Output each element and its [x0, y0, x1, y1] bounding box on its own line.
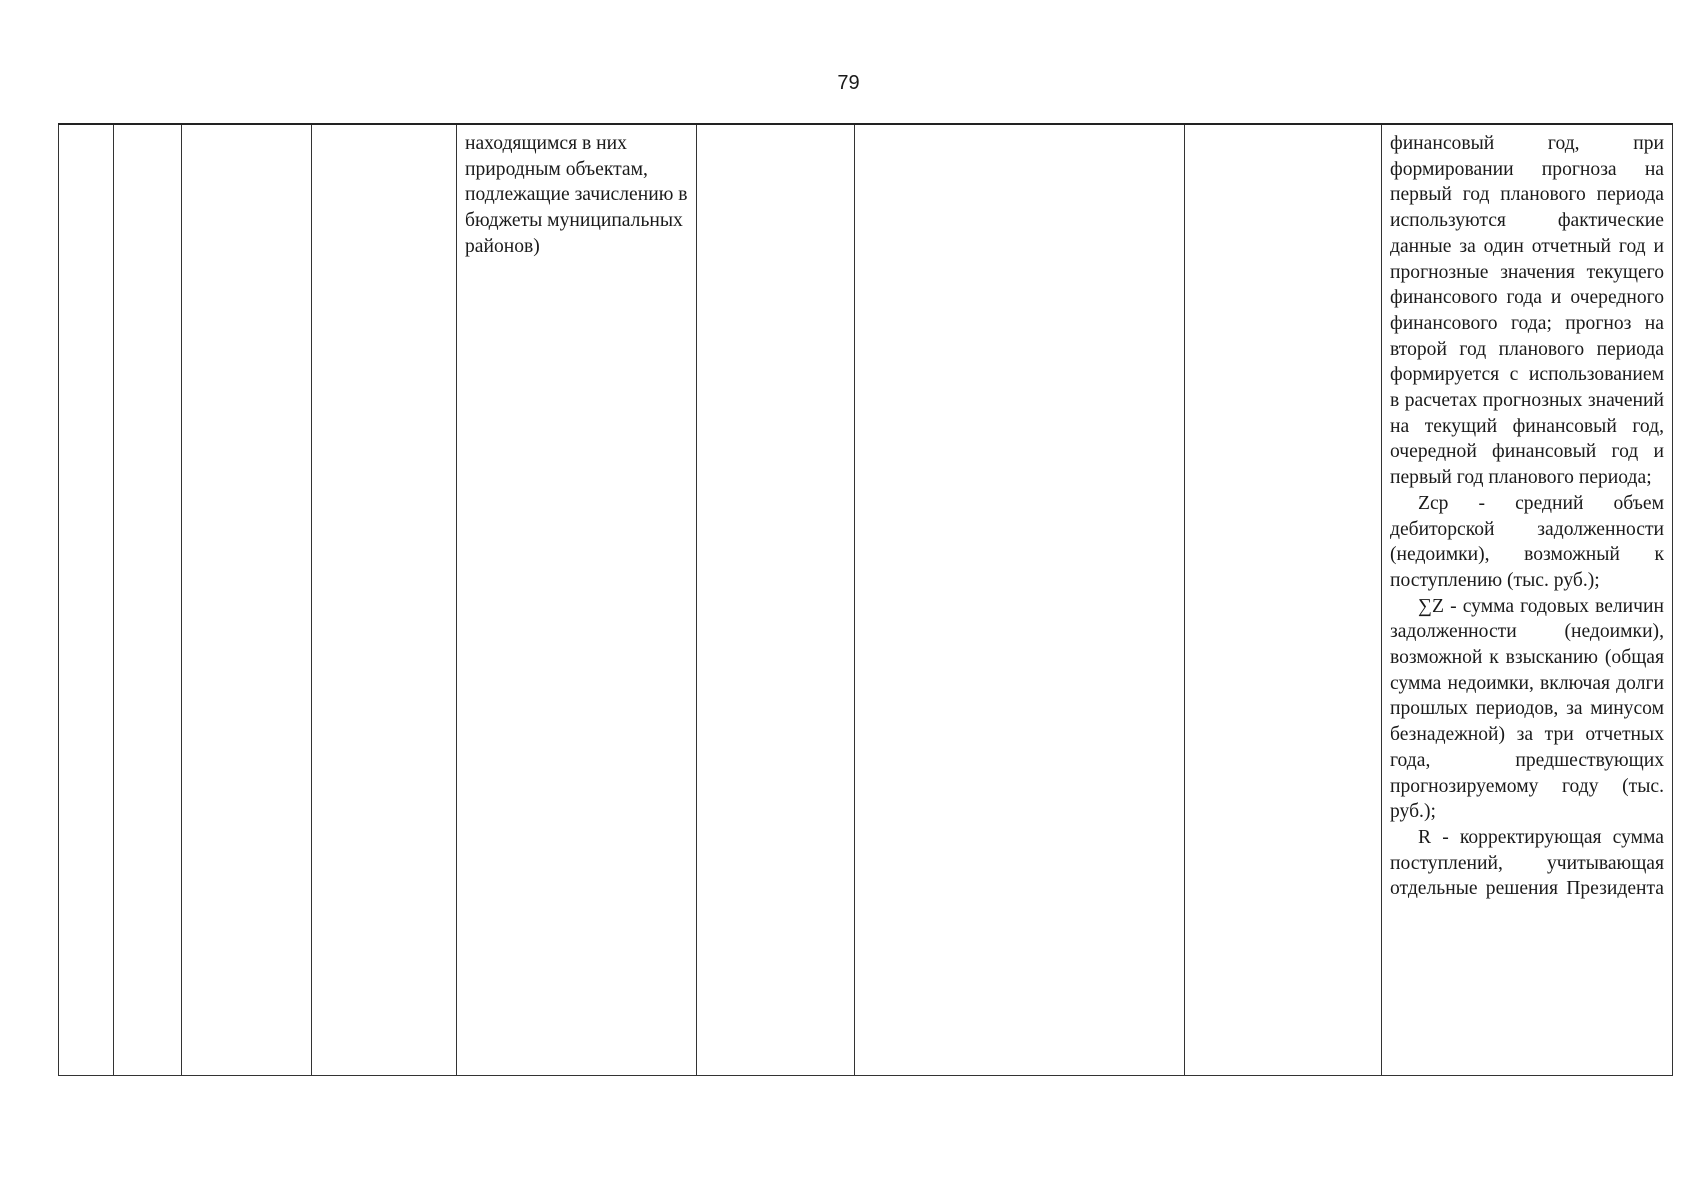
cell-col-2	[114, 124, 182, 1076]
cell-col-1	[59, 124, 114, 1076]
method-paragraph-1: финансовый год, при формировании прогноза на первый год планового периода используются фактические данные за один отчетный год и прогнозные значения текущего финансового года и очередного финансового года; прогноз на второй год планового периода формируется с использованием в расчетах прогнозных значений на текущий финансовый год, очередной финансовый год и первый год планового периода;	[1390, 133, 1664, 489]
document-table	[58, 123, 1673, 1076]
page-number: 79	[837, 72, 860, 94]
cell-col-5	[457, 124, 697, 1076]
income-name-text: находящимся в них природным объектам, подлежащие зачислению в бюджеты муниципальных районов)	[465, 133, 688, 257]
method-paragraph-2: Zср - средний объем дебиторской задолженности (недоимки), возможный к поступлению (тыс. руб.);	[1390, 492, 1664, 591]
table-row	[59, 124, 1673, 1076]
cell-col-10	[1382, 124, 1673, 1076]
cell-col-3	[182, 124, 312, 1076]
cell-col-8	[1185, 124, 1382, 1076]
cell-col-7	[855, 124, 1185, 1076]
cell-col-4	[312, 124, 457, 1076]
cell-col-6	[697, 124, 855, 1076]
method-paragraph-3: ∑Z - сумма годовых величин задолженности (недоимки), возможной к взысканию (общая сумма недоимки, включая долги прошлых периодов, за минусом безнадежной) за три отчетных года, предшествующих прогнозируемому году (тыс. руб.);	[1390, 595, 1664, 823]
method-paragraph-4: R - корректирующая сумма поступлений, учитывающая отдельные решения Президента	[1390, 826, 1664, 900]
